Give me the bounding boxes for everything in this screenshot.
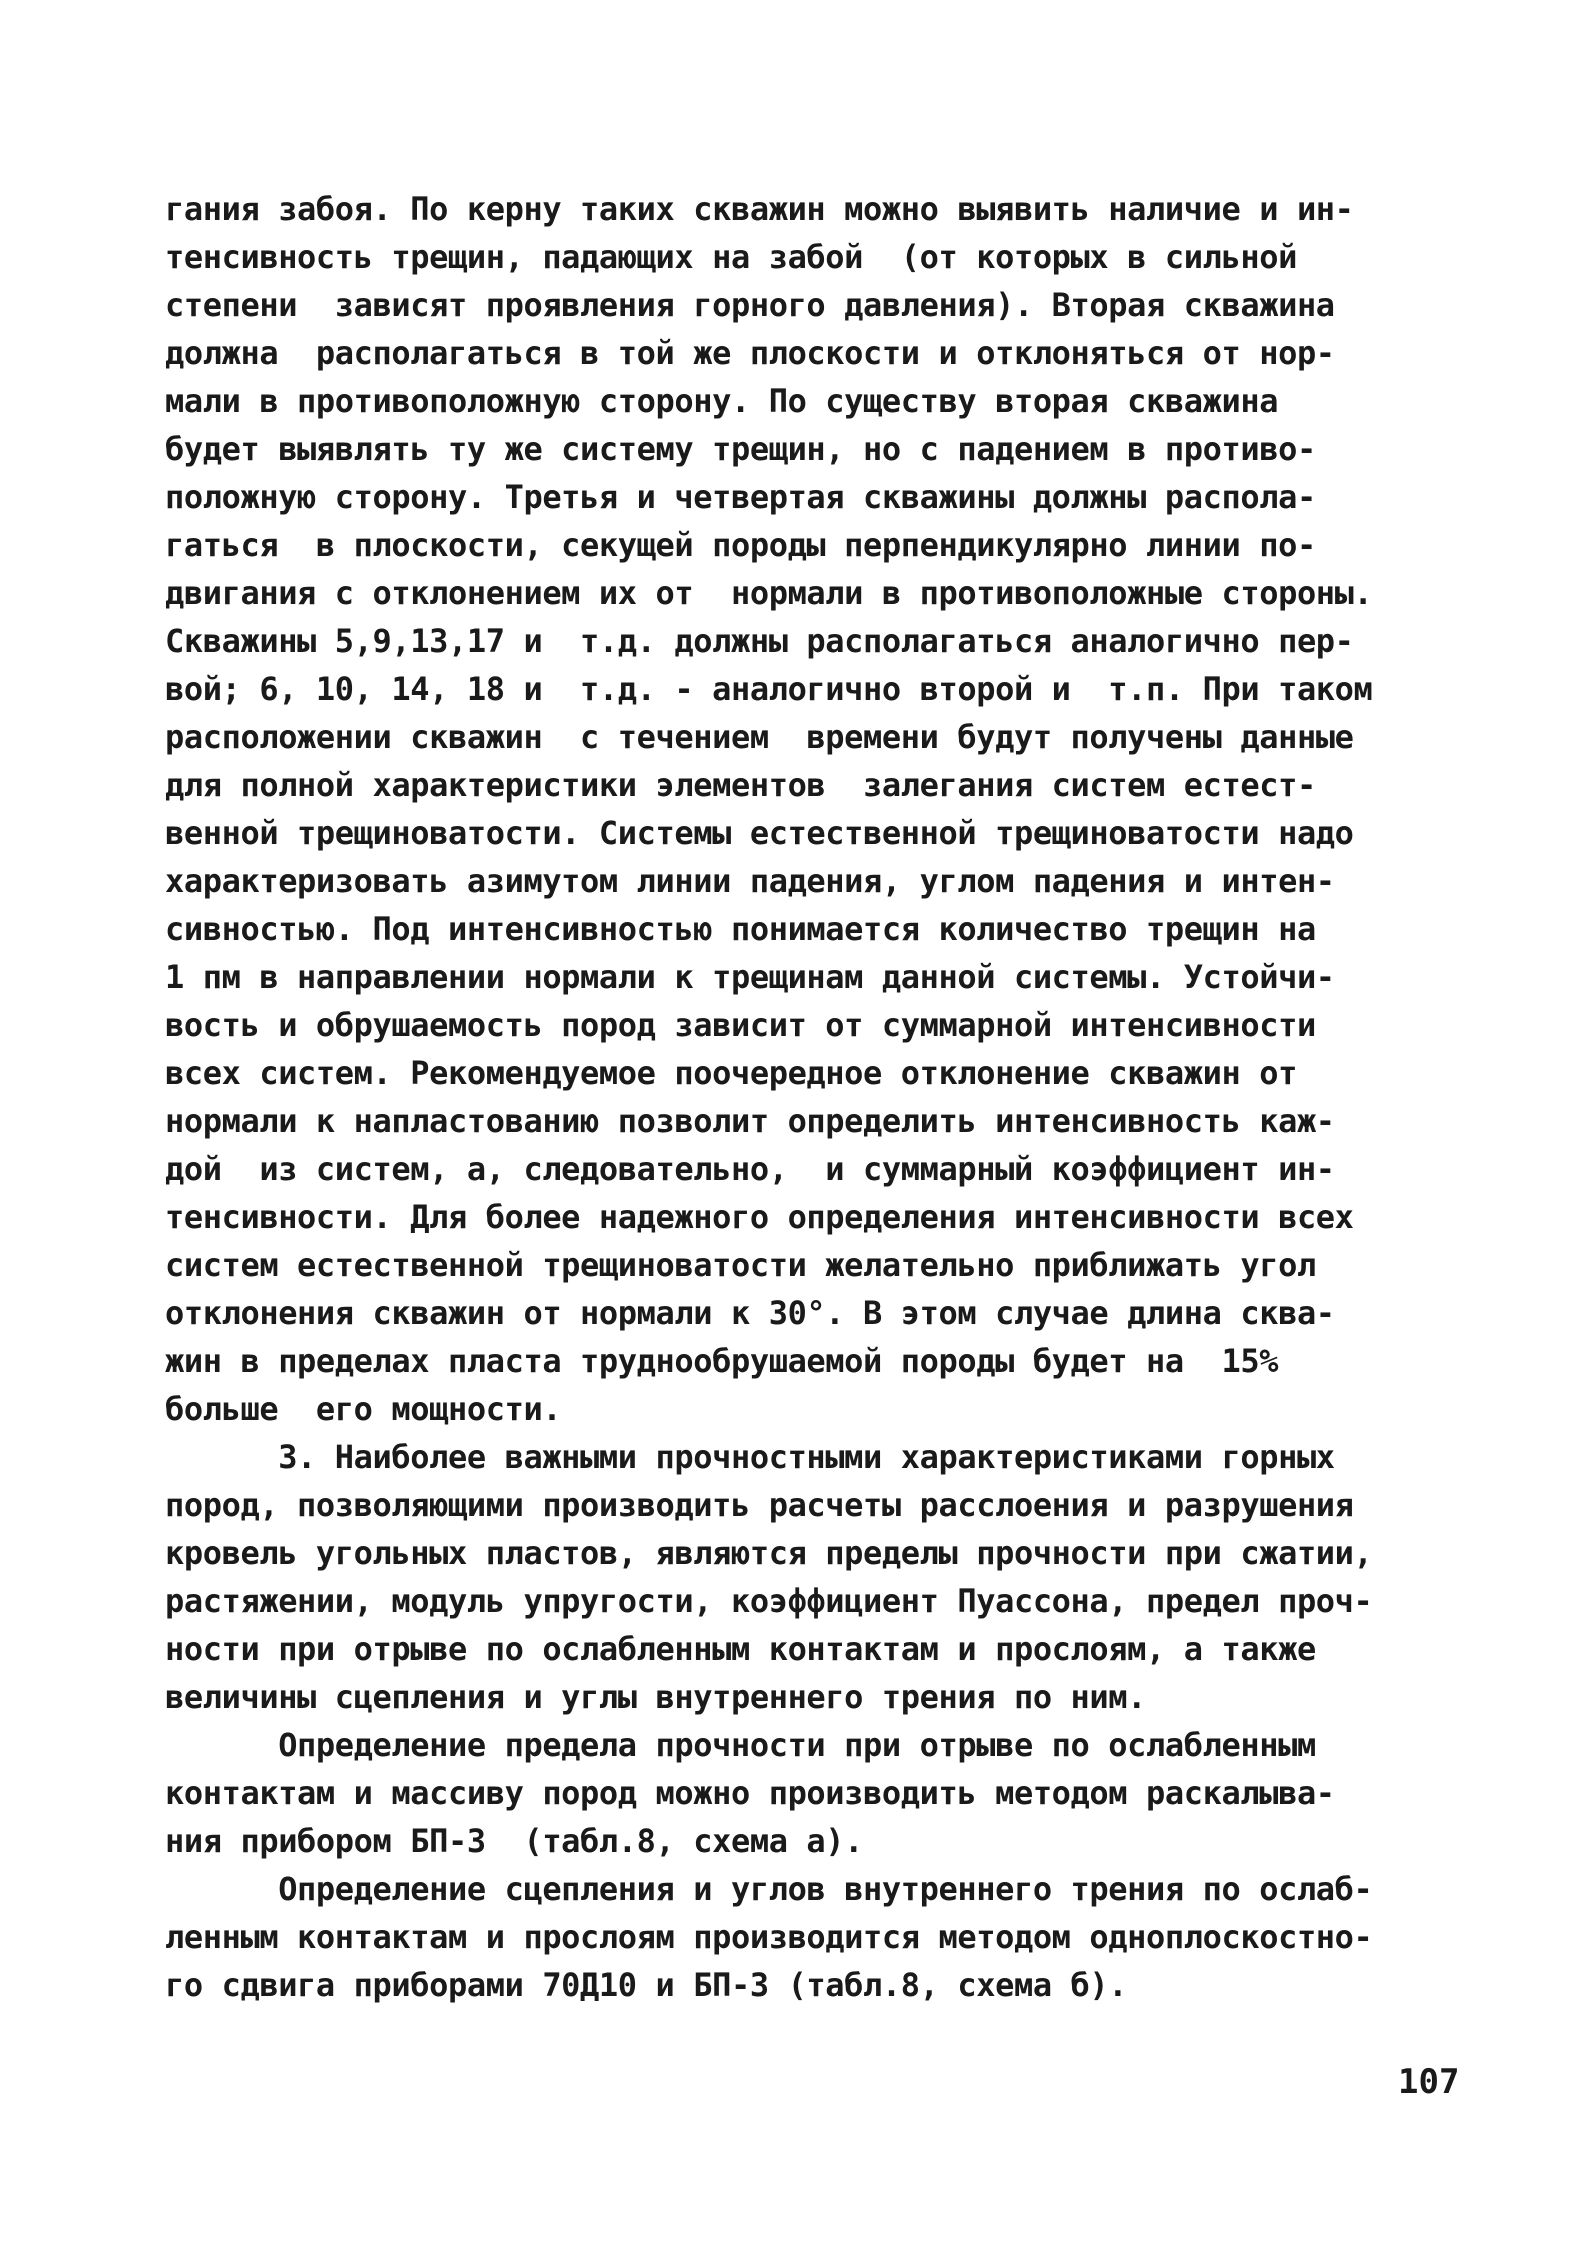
- text-line: всех систем. Рекомендуемое поочередное отклонение скважин от: [165, 1054, 1297, 1092]
- text-line: характеризовать азимутом линии падения, углом падения и интен-: [165, 862, 1335, 900]
- text-line: жин в пределах пласта труднообрушаемой породы будет на 15%: [165, 1342, 1279, 1380]
- text-line: Определение предела прочности при отрыве по ослабленным: [165, 1726, 1316, 1764]
- text-line: для полной характеристики элементов залегания систем естест-: [165, 766, 1316, 804]
- text-line: двигания с отклонением их от нормали в противоположные стороны.: [165, 574, 1373, 612]
- page-number: 107: [1398, 2062, 1460, 2102]
- text-line: сивностью. Под интенсивностью понимается количество трещин на: [165, 910, 1316, 948]
- text-line: кровель угольных пластов, являются пределы прочности при сжатии,: [165, 1534, 1373, 1572]
- text-line: положную сторону. Третья и четвертая скважины должны распола-: [165, 478, 1316, 516]
- text-line: тенсивности. Для более надежного определения интенсивности всех: [165, 1198, 1354, 1236]
- text-line: го сдвига приборами 70Д10 и БП-3 (табл.8, схема б).: [165, 1966, 1128, 2004]
- text-line: ленным контактам и прослоям производится методом одноплоскостно-: [165, 1918, 1373, 1956]
- text-line: гаться в плоскости, секущей породы перпендикулярно линии по-: [165, 526, 1316, 564]
- text-line: пород, позволяющими производить расчеты расслоения и разрушения: [165, 1486, 1354, 1524]
- text-line: 1 пм в направлении нормали к трещинам данной системы. Устойчи-: [165, 958, 1335, 996]
- text-line: величины сцепления и углы внутреннего трения по ним.: [165, 1678, 1147, 1716]
- text-line: Скважины 5,9,13,17 и т.д. должны располагаться аналогично пер-: [165, 622, 1354, 660]
- text-line: растяжении, модуль упругости, коэффициент Пуассона, предел проч-: [165, 1582, 1373, 1620]
- body-text: [165, 185, 1465, 2009]
- text-line: мали в противоположную сторону. По существу вторая скважина: [165, 382, 1279, 420]
- text-line: 3. Наиболее важными прочностными характеристиками горных: [165, 1438, 1335, 1476]
- text-line: вой; 6, 10, 14, 18 и т.д. - аналогично второй и т.п. При таком: [165, 670, 1373, 708]
- text-line: ния прибором БП-3 (табл.8, схема а).: [165, 1822, 864, 1860]
- text-line: расположении скважин с течением времени будут получены данные: [165, 718, 1354, 756]
- text-line: контактам и массиву пород можно производить методом раскалыва-: [165, 1774, 1335, 1812]
- text-line: степени зависят проявления горного давления). Вторая скважина: [165, 286, 1335, 324]
- text-line: больше его мощности.: [165, 1390, 562, 1428]
- text-line: венной трещиноватости. Системы естественной трещиноватости надо: [165, 814, 1354, 852]
- text-line: систем естественной трещиноватости желательно приближать угол: [165, 1246, 1316, 1284]
- text-line: Определение сцепления и углов внутреннего трения по ослаб-: [165, 1870, 1373, 1908]
- text-line: нормали к напластованию позволит определить интенсивность каж-: [165, 1102, 1335, 1140]
- text-line: должна располагаться в той же плоскости и отклоняться от нор-: [165, 334, 1335, 372]
- text-line: дой из систем, а, следовательно, и суммарный коэффициент ин-: [165, 1150, 1335, 1188]
- text-line: ности при отрыве по ослабленным контактам и прослоям, а также: [165, 1630, 1316, 1668]
- text-line: гания забоя. По керну таких скважин можно выявить наличие и ин-: [165, 190, 1354, 228]
- text-line: отклонения скважин от нормали к 30°. В этом случае длина сква-: [165, 1294, 1335, 1332]
- text-line: будет выявлять ту же систему трещин, но с падением в противо-: [165, 430, 1316, 468]
- text-line: вость и обрушаемость пород зависит от суммарной интенсивности: [165, 1006, 1316, 1044]
- text-line: тенсивность трещин, падающих на забой (от которых в сильной: [165, 238, 1297, 276]
